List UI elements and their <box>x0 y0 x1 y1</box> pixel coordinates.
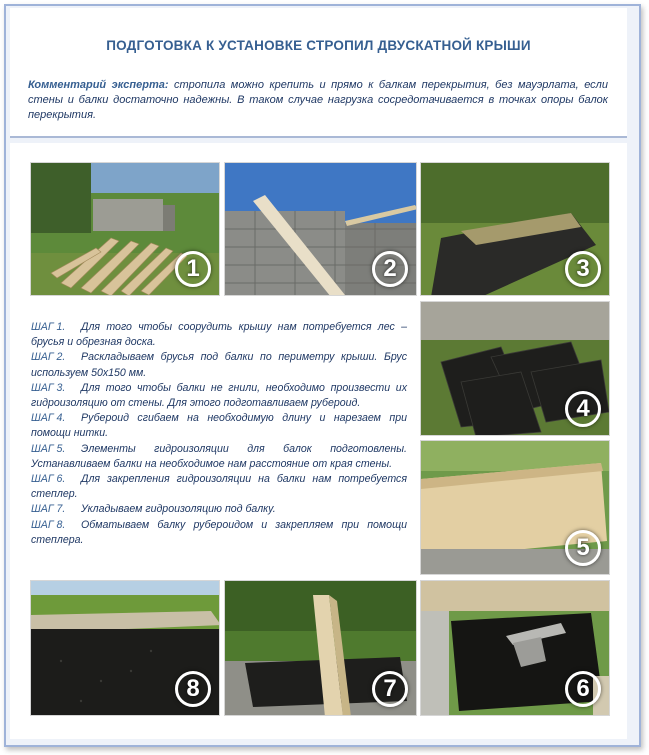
step-item <box>31 320 407 350</box>
step-item <box>31 502 407 517</box>
photo-number-badge: 4 <box>565 391 601 427</box>
content-panel <box>10 143 627 739</box>
photo-step-1 <box>30 162 220 296</box>
photo-number-badge: 8 <box>175 671 211 707</box>
step-text: Для закрепления гидроизоляции на балки нам потребуется степлер. <box>31 473 407 501</box>
step-label: ШАГ 2. <box>31 351 66 364</box>
step-label: ШАГ 5. <box>31 442 66 455</box>
step-item <box>31 442 407 472</box>
step-label: ШАГ 4. <box>31 412 66 425</box>
step-text: Элементы гидроизоляции для балок подготовлены. Устанавливаем балки на необходимое нам расстояние от края стены. <box>31 442 407 470</box>
step-label: ШАГ 1. <box>31 321 66 333</box>
step-label: ШАГ 7. <box>31 503 66 516</box>
photo-step-6 <box>420 580 610 716</box>
expert-comment-label: Комментарий эксперта: <box>28 79 169 91</box>
photo-step-4 <box>420 301 610 436</box>
photo-step-7 <box>224 580 417 716</box>
step-text: Раскладываем брусья под балки по периметру крыши. Брус используем 50х150 мм. <box>31 351 407 379</box>
expert-comment-text: стропила можно крепить и прямо к балкам перекрытия, без мауэрлата, если стены и балки достаточно надежны. В таком случае нагрузка сосредотачивается в точках опоры балок перекрытия. <box>28 79 609 121</box>
step-text: Для того чтобы балки не гнили, необходимо произвести их гидроизоляцию от стены. Для этого подготавливаем рубероид. <box>31 381 407 410</box>
expert-comment <box>28 78 608 123</box>
photo-number-badge: 3 <box>565 251 601 287</box>
step-item <box>31 381 407 411</box>
step-text: Для того чтобы соорудить крышу нам потребуется лес – брусья и обрезная доска. <box>31 321 407 349</box>
step-text: Рубероид сгибаем на необходимую длину и нарезаем при помощи нитки. <box>31 412 407 440</box>
photo-number-badge: 5 <box>565 530 601 566</box>
header-panel <box>10 8 627 138</box>
photo-number-badge: 1 <box>175 251 211 287</box>
photo-step-5 <box>420 440 610 575</box>
photo-number-badge: 2 <box>372 251 408 287</box>
steps-list <box>31 320 407 548</box>
photo-step-2 <box>224 162 417 296</box>
page-title: ПОДГОТОВКА К УСТАНОВКЕ СТРОПИЛ ДВУСКАТНОЙ КРЫШИ <box>106 38 531 53</box>
step-item <box>31 350 407 380</box>
step-text: Укладываем гидроизоляцию под балку. <box>81 503 276 516</box>
step-item <box>31 411 407 441</box>
step-label: ШАГ 8. <box>31 518 66 531</box>
photo-step-8 <box>30 580 220 716</box>
step-item <box>31 518 407 548</box>
step-label: ШАГ 6. <box>31 473 66 486</box>
step-item <box>31 472 407 502</box>
photo-step-3 <box>420 162 610 296</box>
step-text: Обматываем балку рубероидом и закрепляем при помощи степлера. <box>31 518 407 546</box>
step-label: ШАГ 3. <box>31 381 66 394</box>
photo-number-badge: 7 <box>372 671 408 707</box>
photo-number-badge: 6 <box>565 671 601 707</box>
